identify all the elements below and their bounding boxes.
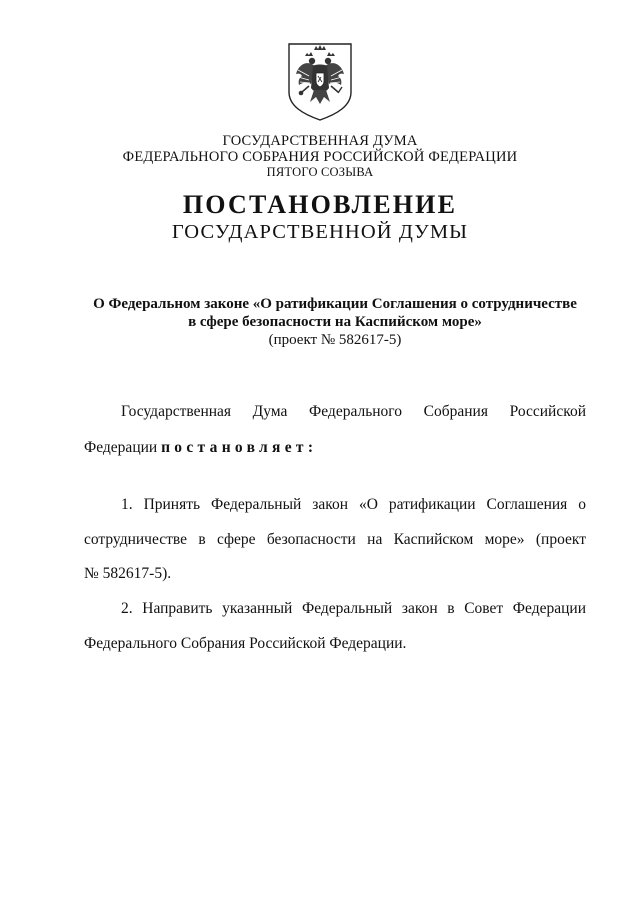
item-1-line-1: 1. Принять Федеральный закон «О ратификации Соглашения о [121,496,586,513]
document-type-title: ПОСТАНОВЛЕНИЕ [182,190,458,219]
organization-subtitle: ФЕДЕРАЛЬНОГО СОБРАНИЯ РОССИЙСКОЙ ФЕДЕРАЦИИ [122,149,518,165]
resolution-intro-line-1: Государственная Дума Федерального Собрания Российской [121,403,586,420]
subject-line-2: в сфере безопасности на Каспийском море» [188,314,482,330]
document-type-subtitle: ГОСУДАРСТВЕННОЙ ДУМЫ [171,221,469,243]
resolution-intro-start: Федерации [84,439,158,456]
item-2-line-1: 2. Направить указанный Федеральный закон в Совет Федерации [121,600,586,617]
subject-line-1: О Федеральном законе «О ратификации Соглашения о сотрудничестве [93,296,577,312]
project-number: (проект № 582617-5) [268,332,402,348]
resolution-keyword: постановляет: [161,439,318,456]
item-1-line-3: № 582617-5). [84,565,172,582]
item-1-line-2: сотрудничестве в сфере безопасности на Каспийском море» (проект [84,531,586,548]
convocation-label: ПЯТОГО СОЗЫВА [266,165,374,179]
coat-of-arms-icon [285,40,355,122]
organization-title: ГОСУДАРСТВЕННАЯ ДУМА [222,133,418,149]
resolution-intro-line-2 [84,440,317,456]
item-2-line-2: Федерального Собрания Российской Федерации. [84,635,407,652]
